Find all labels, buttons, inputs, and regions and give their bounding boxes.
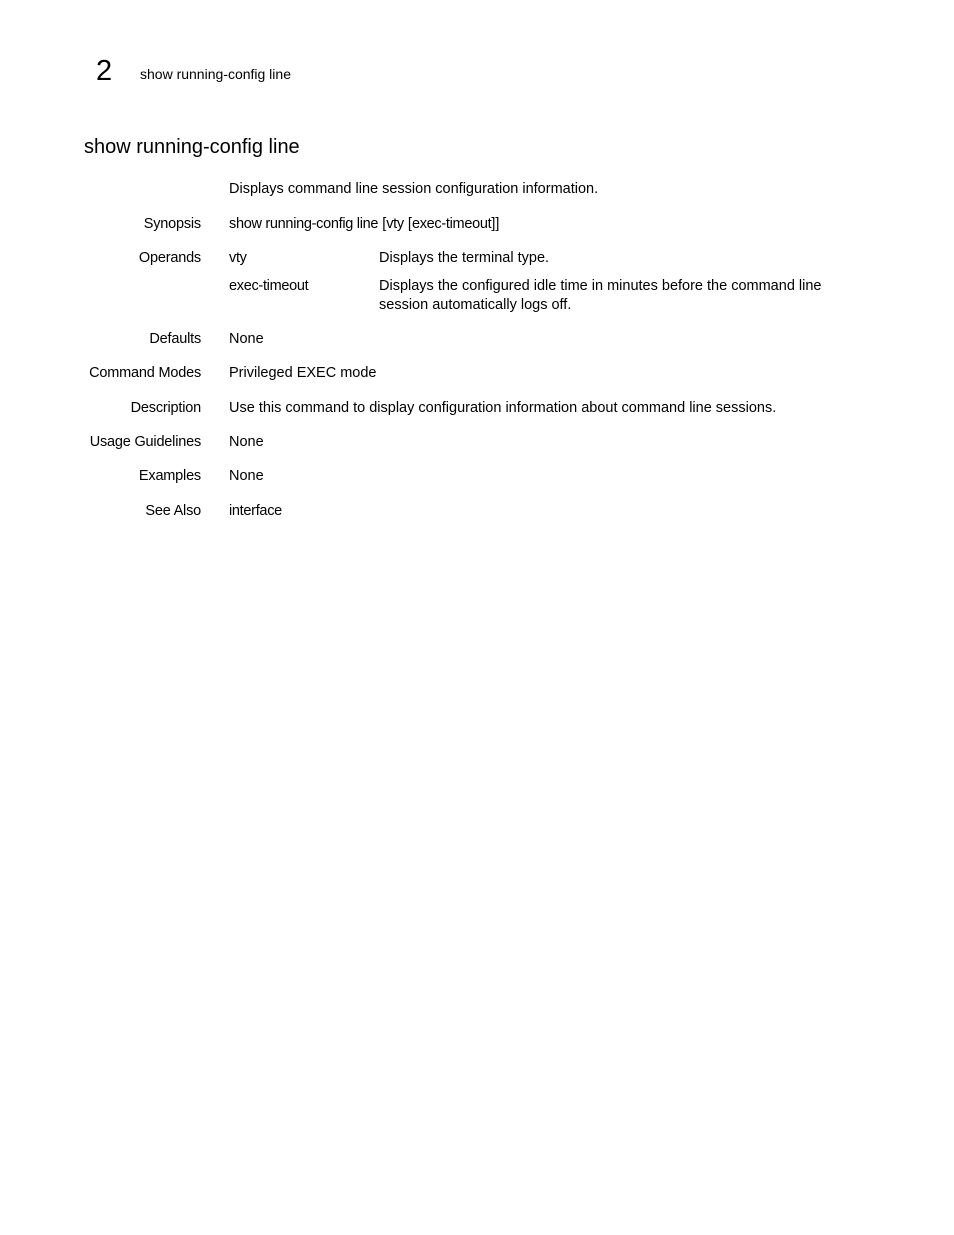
operand-term: vty bbox=[229, 250, 247, 266]
synopsis-value bbox=[229, 215, 499, 234]
see-also-link-interface[interactable]: interface bbox=[229, 503, 282, 519]
synopsis-label: Synopsis bbox=[143, 216, 201, 232]
chapter-number: 2 bbox=[96, 55, 113, 87]
description-value: Use this command to display configuration information about command line sessions. bbox=[229, 400, 777, 416]
operands-label: Operands bbox=[138, 250, 201, 266]
defaults-label: Defaults bbox=[149, 331, 201, 347]
usage-guidelines-value: None bbox=[229, 434, 264, 450]
usage-guidelines-label: Usage Guidelines bbox=[89, 434, 201, 450]
synopsis-bracket-open-1: [ bbox=[378, 216, 387, 232]
defaults-value: None bbox=[229, 331, 264, 347]
intro-text: Displays command line session configuration information. bbox=[229, 181, 599, 197]
synopsis-option-exec-timeout: exec-timeout bbox=[411, 216, 492, 232]
synopsis-bracket-close: ]] bbox=[491, 216, 500, 232]
operand-description: Displays the configured idle time in minutes before the command line session automatically logs off. bbox=[379, 278, 822, 313]
operand-term: exec-timeout bbox=[229, 278, 309, 294]
synopsis-option-vty: vty bbox=[386, 216, 404, 232]
examples-label: Examples bbox=[138, 468, 201, 484]
command-modes-value: Privileged EXEC mode bbox=[229, 365, 377, 381]
command-modes-label: Command Modes bbox=[89, 365, 201, 381]
examples-value: None bbox=[229, 468, 264, 484]
page-title: show running-config line bbox=[84, 136, 300, 158]
description-label: Description bbox=[130, 400, 201, 416]
running-header: show running-config line bbox=[140, 66, 291, 82]
see-also-label: See Also bbox=[145, 503, 201, 519]
synopsis-bracket-open-2: [ bbox=[403, 216, 412, 232]
operand-description: Displays the terminal type. bbox=[379, 250, 550, 266]
synopsis-command: show running-config line bbox=[229, 216, 379, 232]
